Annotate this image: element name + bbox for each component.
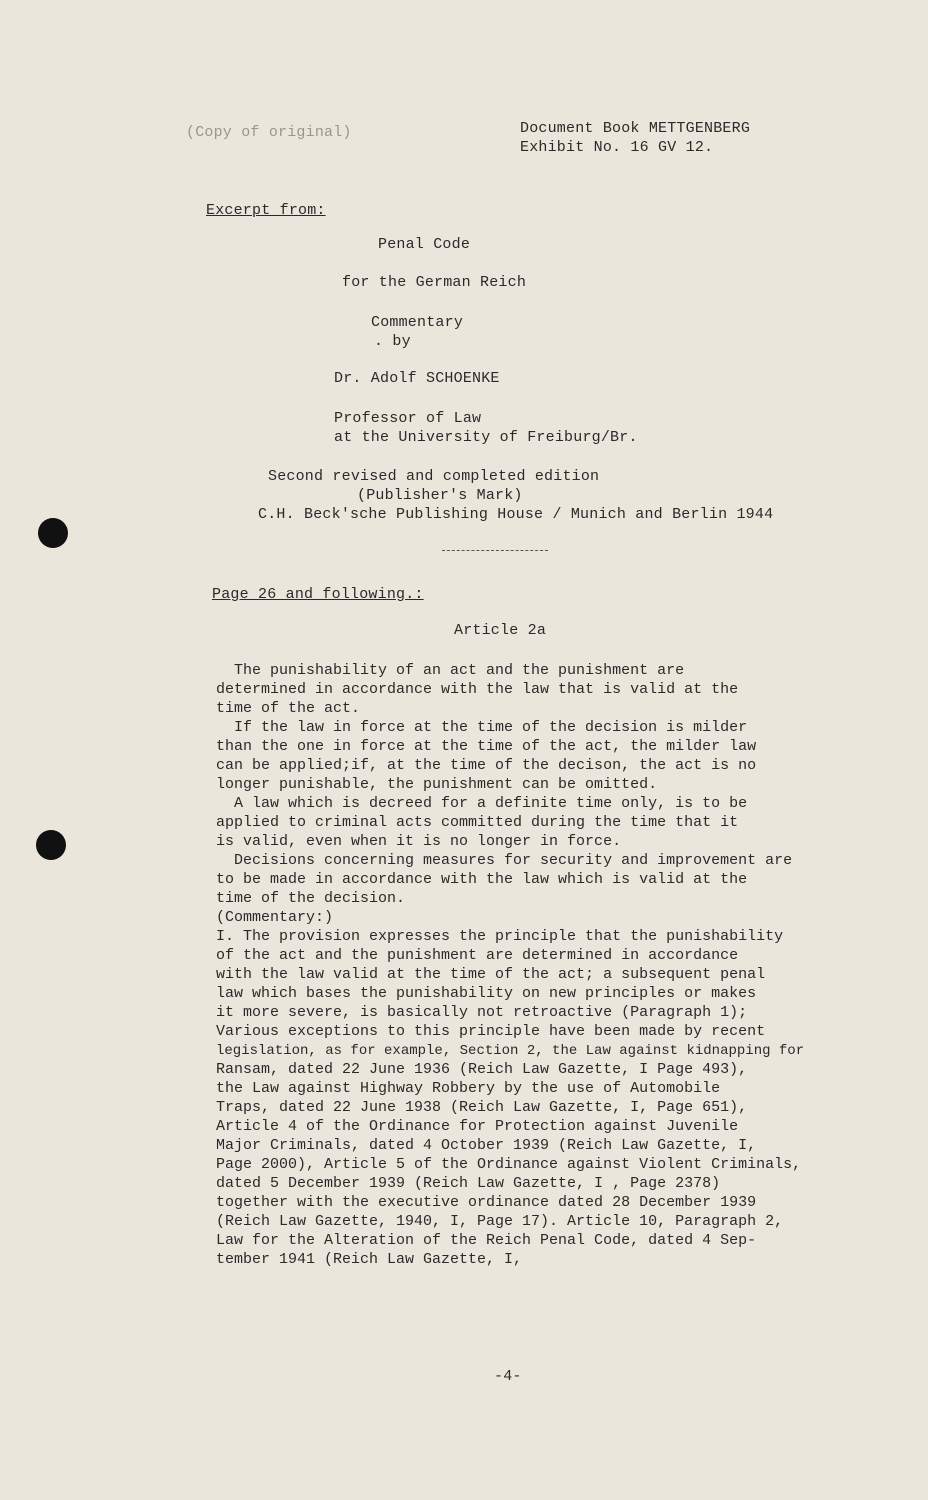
author-position-1: Professor of Law — [334, 410, 482, 427]
title-line-4: . by — [374, 333, 411, 350]
title-line-1: Penal Code — [378, 236, 471, 253]
author-name: Dr. Adolf SCHOENKE — [334, 370, 500, 387]
excerpt-label: Excerpt from: — [206, 202, 326, 219]
title-line-2: for the German Reich — [342, 274, 527, 291]
body-line: time of the act. — [216, 700, 361, 717]
body-line: I. The provision expresses the principle that the punishability — [216, 928, 784, 945]
body-line: than the one in force at the time of the act, the milder law — [216, 738, 757, 755]
body-line: time of the decision. — [216, 890, 406, 907]
body-line: can be applied;if, at the time of the decison, the act is no — [216, 757, 757, 774]
title-line-3: Commentary — [371, 314, 464, 331]
body-line: the Law against Highway Robbery by the use of Automobile — [216, 1080, 721, 1097]
body-line: Various exceptions to this principle have been made by recent — [216, 1023, 766, 1040]
body-line: Decisions concerning measures for security and improvement are — [216, 852, 793, 869]
page-number: -4- — [494, 1368, 522, 1385]
body-line: (Reich Law Gazette, 1940, I, Page 17). Article 10, Paragraph 2, — [216, 1213, 784, 1230]
body-line: (Commentary:) — [216, 909, 334, 926]
body-line: Article 4 of the Ordinance for Protection against Juvenile — [216, 1118, 739, 1135]
body-line: tember 1941 (Reich Law Gazette, I, — [216, 1251, 523, 1268]
punch-hole-top — [38, 518, 68, 548]
copy-note: (Copy of original) — [186, 124, 352, 141]
body-line: The punishability of an act and the punishment are — [216, 662, 685, 679]
body-line: together with the executive ordinance dated 28 December 1939 — [216, 1194, 757, 1211]
body-line: longer punishable, the punishment can be omitted. — [216, 776, 658, 793]
body-line: Traps, dated 22 June 1938 (Reich Law Gazette, I, Page 651), — [216, 1099, 748, 1116]
publisher-line: C.H. Beck'sche Publishing House / Munich and Berlin 1944 — [258, 506, 774, 523]
body-line: Page 2000), Article 5 of the Ordinance against Violent Criminals, — [216, 1156, 802, 1173]
edition-line: Second revised and completed edition — [268, 468, 600, 485]
section-divider — [442, 550, 548, 551]
article-title: Article 2a — [454, 622, 547, 639]
body-line: law which bases the punishability on new principles or makes — [216, 985, 757, 1002]
body-line: Law for the Alteration of the Reich Penal Code, dated 4 Sep- — [216, 1232, 757, 1249]
exhibit-label: Exhibit No. 16 GV 12. — [520, 139, 714, 156]
body-line: determined in accordance with the law that is valid at the — [216, 681, 739, 698]
page-reference: Page 26 and following.: — [212, 586, 424, 603]
body-line: of the act and the punishment are determined in accordance — [216, 947, 739, 964]
body-line: to be made in accordance with the law which is valid at the — [216, 871, 748, 888]
body-line: If the law in force at the time of the decision is milder — [216, 719, 748, 736]
body-line: Ransam, dated 22 June 1936 (Reich Law Gazette, I Page 493), — [216, 1061, 748, 1078]
author-position-2: at the University of Freiburg/Br. — [334, 429, 638, 446]
body-line: legislation, as for example, Section 2, the Law against kidnapping for — [216, 1043, 805, 1059]
body-line: with the law valid at the time of the act; a subsequent penal — [216, 966, 766, 983]
body-line: it more severe, is basically not retroactive (Paragraph 1); — [216, 1004, 748, 1021]
punch-hole-bottom — [36, 830, 66, 860]
body-line: applied to criminal acts committed during the time that it — [216, 814, 739, 831]
body-line: is valid, even when it is no longer in force. — [216, 833, 622, 850]
document-book-label: Document Book METTGENBERG — [520, 120, 751, 137]
body-line: dated 5 December 1939 (Reich Law Gazette, I , Page 2378) — [216, 1175, 721, 1192]
body-line: Major Criminals, dated 4 October 1939 (Reich Law Gazette, I, — [216, 1137, 757, 1154]
body-line: A law which is decreed for a definite time only, is to be — [216, 795, 748, 812]
publisher-mark: (Publisher's Mark) — [357, 487, 523, 504]
